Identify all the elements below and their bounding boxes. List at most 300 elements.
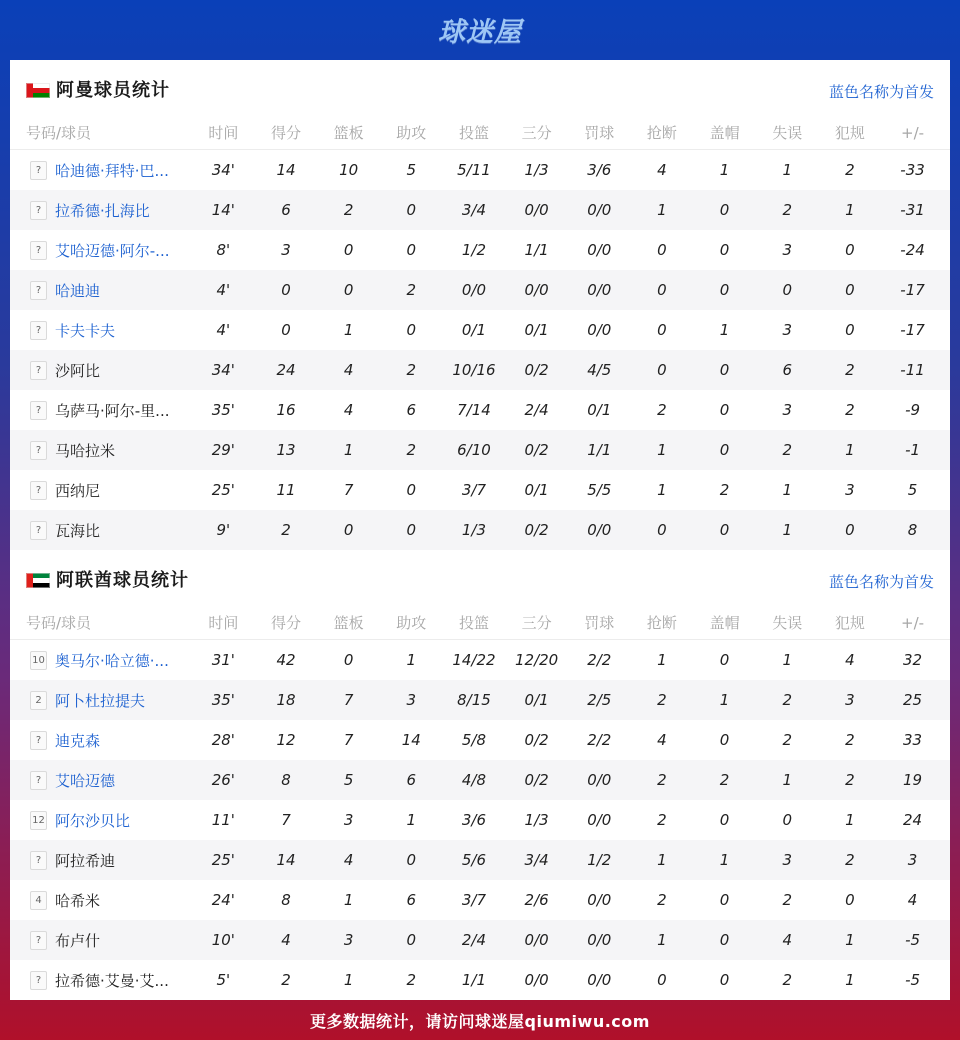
stat-cell: 0/1: [524, 481, 549, 499]
player-name[interactable]: 哈迪迪: [55, 281, 101, 300]
stat-cell: 2: [845, 851, 855, 869]
oman-flag-icon: [26, 83, 50, 98]
jersey-number-badge: ?: [30, 851, 47, 870]
player-cell: [10, 690, 192, 711]
stat-cell: 32: [903, 651, 923, 669]
stat-cell: 0/0: [587, 811, 612, 829]
player-cell: [10, 440, 192, 461]
stats-card: [10, 60, 950, 1000]
stat-cell: 1/1: [587, 441, 612, 459]
jersey-number-badge: ?: [30, 731, 47, 750]
player-name[interactable]: 奥马尔·哈立德·...: [55, 651, 169, 670]
stat-cell: 0: [406, 201, 417, 219]
jersey-number-badge: ?: [30, 401, 47, 420]
stat-cell: 3: [782, 401, 792, 419]
starter-legend-note: 蓝色名称为首发: [828, 573, 934, 591]
stat-cell: 2: [406, 971, 417, 989]
stat-cell: 3/7: [461, 481, 487, 499]
stat-cell: 0/0: [524, 201, 549, 219]
stat-cell: 10/16: [452, 361, 496, 379]
stat-cell: 16: [276, 401, 296, 419]
stat-cell: 1: [782, 481, 792, 499]
table-row: [10, 640, 950, 680]
stat-cell: 4: [657, 161, 667, 179]
column-header: 篮板: [333, 614, 364, 632]
stat-cell: 5/5: [587, 481, 612, 499]
player-cell: [10, 520, 192, 541]
stat-cell: 0/0: [587, 971, 612, 989]
stat-cell: 0: [719, 731, 730, 749]
footer-text[interactable]: 更多数据统计，请访问球迷屋qiumiwu.com: [310, 1011, 650, 1031]
stat-cell: 7: [343, 731, 354, 749]
stat-cell: 2: [657, 401, 667, 419]
stat-cell: 3: [343, 931, 354, 949]
stat-cell: 3/4: [524, 851, 549, 869]
table-row: [10, 800, 950, 840]
stat-cell: 0/1: [587, 401, 612, 419]
stat-cell: -17: [900, 321, 925, 339]
stat-cell: 24': [211, 891, 235, 909]
stat-cell: 3/4: [461, 201, 487, 219]
stat-cell: 2: [343, 201, 354, 219]
stat-cell: 0: [719, 201, 730, 219]
stat-cell: 1/2: [587, 851, 612, 869]
stat-cell: 1: [343, 321, 354, 339]
stat-cell: 14': [211, 201, 235, 219]
stat-cell: 4': [216, 321, 231, 339]
stat-cell: 1: [657, 851, 667, 869]
stat-cell: 1: [845, 441, 855, 459]
stat-cell: 4/8: [461, 771, 487, 789]
stat-cell: 0/0: [587, 771, 612, 789]
stat-cell: 0: [719, 971, 730, 989]
stat-cell: 0/2: [524, 441, 549, 459]
stat-cell: 2: [782, 201, 792, 219]
stat-cell: 11: [276, 481, 296, 499]
stat-cell: 0: [343, 281, 354, 299]
stat-cell: 1/3: [524, 811, 549, 829]
section-header: [10, 550, 950, 606]
stat-cell: 0: [845, 891, 855, 909]
stat-cell: 1: [845, 931, 855, 949]
table-row: [10, 680, 950, 720]
column-header: 时间: [208, 124, 239, 142]
table-row: [10, 840, 950, 880]
column-header: 抢断: [646, 124, 677, 142]
stat-cell: 2: [782, 971, 792, 989]
stat-cell: 1/2: [461, 241, 487, 259]
stat-cell: 0: [657, 971, 667, 989]
stat-cell: 1: [406, 811, 417, 829]
stat-cell: 1: [782, 521, 792, 539]
player-name[interactable]: 拉希德·艾曼·艾...: [55, 971, 169, 990]
stat-cell: 2: [845, 771, 855, 789]
stat-cell: -24: [900, 241, 925, 259]
jersey-number-badge: ?: [30, 361, 47, 380]
stat-cell: 0/2: [524, 521, 549, 539]
player-cell: [10, 770, 192, 791]
stat-cell: 0: [719, 361, 730, 379]
player-name[interactable]: 阿卜杜拉提夫: [55, 691, 146, 710]
stat-cell: 6: [281, 201, 291, 219]
stat-cell: 5/6: [461, 851, 487, 869]
stat-cell: 3: [782, 851, 792, 869]
stat-cell: 0/1: [461, 321, 487, 339]
stat-cell: 19: [903, 771, 923, 789]
jersey-number-badge: ?: [30, 971, 47, 990]
stat-cell: 1: [343, 441, 354, 459]
stat-cell: 3: [845, 481, 855, 499]
column-header: 三分: [521, 614, 552, 632]
player-name[interactable]: 沙阿比: [55, 361, 101, 380]
player-cell: [10, 320, 192, 341]
jersey-number-badge: ?: [30, 441, 47, 460]
table-row: [10, 350, 950, 390]
column-header: 得分: [270, 614, 301, 632]
stat-cell: 2/5: [587, 691, 612, 709]
player-name[interactable]: 阿拉希迪: [55, 851, 116, 870]
stat-cell: 8: [907, 521, 918, 539]
stat-cell: 6: [406, 771, 417, 789]
stat-cell: 2: [657, 811, 667, 829]
stat-cell: 0: [657, 241, 667, 259]
player-name[interactable]: 卡夫卡夫: [55, 321, 116, 340]
stat-cell: 0: [406, 481, 417, 499]
stat-cell: 0/0: [587, 521, 612, 539]
stat-cell: 2/4: [524, 401, 549, 419]
stat-cell: 7: [343, 481, 354, 499]
stat-cell: 10: [339, 161, 359, 179]
stat-cell: 2: [406, 361, 417, 379]
stat-cell: 8': [216, 241, 231, 259]
player-name[interactable]: 哈希米: [55, 891, 101, 910]
uae-flag-icon: [26, 573, 50, 588]
stat-cell: 7: [281, 811, 291, 829]
column-header: 犯规: [834, 124, 865, 142]
stat-cell: 0: [719, 401, 730, 419]
player-list: [10, 640, 950, 1000]
stat-cell: 0: [719, 521, 730, 539]
player-name[interactable]: 马哈拉米: [55, 441, 116, 460]
stat-cell: 4: [343, 851, 354, 869]
stat-cell: 1: [343, 891, 354, 909]
stat-cell: 0/2: [524, 731, 549, 749]
stat-cell: 0: [719, 241, 730, 259]
stat-cell: 5: [343, 771, 354, 789]
table-row: [10, 720, 950, 760]
stat-cell: 1: [782, 161, 792, 179]
stat-cell: 29': [211, 441, 235, 459]
stat-cell: 3/6: [461, 811, 487, 829]
stat-cell: 33: [903, 731, 923, 749]
stat-cell: 0: [719, 441, 730, 459]
stat-cell: 1: [657, 931, 667, 949]
stat-cell: 2: [782, 891, 792, 909]
stat-cell: 5/11: [457, 161, 491, 179]
stat-cell: 6: [406, 891, 417, 909]
jersey-number-badge: ?: [30, 771, 47, 790]
table-row: [10, 880, 950, 920]
player-name[interactable]: 乌萨马·阿尔-里...: [55, 401, 170, 420]
stat-cell: 2: [281, 971, 291, 989]
column-header: 时间: [208, 614, 239, 632]
stat-cell: 2/4: [461, 931, 487, 949]
stat-cell: 11': [211, 811, 235, 829]
stat-cell: 0: [719, 281, 730, 299]
player-cell: [10, 400, 192, 421]
stat-cell: 1: [719, 691, 730, 709]
stat-cell: 6: [782, 361, 792, 379]
stat-cell: 1/3: [461, 521, 487, 539]
column-header: 三分: [521, 124, 552, 142]
player-cell: [10, 240, 192, 261]
column-header: +/-: [901, 123, 925, 142]
stat-cell: 3: [343, 811, 354, 829]
table-row: [10, 760, 950, 800]
section-title: 阿联酋球员统计: [56, 570, 189, 591]
stat-cell: 0: [406, 321, 417, 339]
stat-cell: 2: [281, 521, 291, 539]
stat-cell: -17: [900, 281, 925, 299]
stat-cell: 4: [845, 651, 855, 669]
column-header: 投篮: [458, 124, 489, 142]
stat-cell: 4/5: [587, 361, 612, 379]
stat-cell: 10': [211, 931, 235, 949]
stat-cell: 3: [845, 691, 855, 709]
column-header: 助攻: [396, 614, 427, 632]
stat-cell: 1: [657, 201, 667, 219]
column-header: 投篮: [458, 614, 489, 632]
stat-cell: 2: [782, 691, 792, 709]
table-row: [10, 510, 950, 550]
jersey-number-badge: 10: [30, 651, 47, 670]
column-header: 号码/球员: [26, 124, 92, 142]
stat-cell: 4: [657, 731, 667, 749]
stat-cell: 3: [281, 241, 291, 259]
stat-cell: -11: [900, 361, 925, 379]
stat-cell: 6: [406, 401, 417, 419]
table-row: [10, 230, 950, 270]
player-cell: [10, 360, 192, 381]
player-cell: [10, 890, 192, 911]
stat-cell: 0/0: [587, 281, 612, 299]
stat-cell: 14: [276, 161, 296, 179]
stat-cell: 14/22: [452, 651, 496, 669]
stat-cell: 1: [406, 651, 417, 669]
player-cell: [10, 970, 192, 991]
stat-cell: 1: [845, 971, 855, 989]
stat-cell: 14: [401, 731, 421, 749]
stat-cell: 2: [657, 891, 667, 909]
stat-cell: 0: [719, 891, 730, 909]
stat-cell: 1: [657, 651, 667, 669]
stat-cell: 1: [845, 201, 855, 219]
stat-cell: 3: [907, 851, 918, 869]
starter-legend-note: 蓝色名称为首发: [828, 83, 934, 101]
stat-cell: 3: [782, 241, 792, 259]
stat-cell: 0: [406, 521, 417, 539]
stat-cell: 1/1: [461, 971, 487, 989]
stat-cell: 2: [657, 691, 667, 709]
stat-cell: 2/2: [587, 731, 612, 749]
stat-cell: 4': [216, 281, 231, 299]
stat-cell: 1: [719, 321, 730, 339]
stat-cell: 1: [719, 161, 730, 179]
stat-cell: 1: [845, 811, 855, 829]
table-row: [10, 190, 950, 230]
stat-cell: 18: [276, 691, 296, 709]
stat-cell: 5/8: [461, 731, 487, 749]
table-row: [10, 390, 950, 430]
column-header: +/-: [901, 613, 925, 632]
stat-cell: 0: [719, 651, 730, 669]
stat-cell: 25': [211, 851, 235, 869]
stat-cell: 0/0: [587, 321, 612, 339]
player-cell: [10, 730, 192, 751]
column-header: 犯规: [834, 614, 865, 632]
jersey-number-badge: ?: [30, 321, 47, 340]
stat-cell: 2: [406, 281, 417, 299]
stat-cell: 4: [782, 931, 792, 949]
stat-cell: 0: [845, 321, 855, 339]
stat-cell: 3: [406, 691, 417, 709]
stat-cell: 1/3: [524, 161, 549, 179]
player-name[interactable]: 拉希德·扎海比: [55, 201, 150, 220]
player-cell: [10, 930, 192, 951]
jersey-number-badge: ?: [30, 241, 47, 260]
stat-cell: 1: [657, 481, 667, 499]
stat-cell: 1: [343, 971, 354, 989]
table-row: [10, 310, 950, 350]
stat-cell: 9': [216, 521, 231, 539]
stat-cell: 0/0: [524, 971, 549, 989]
table-row: [10, 960, 950, 1000]
stat-cell: 2: [719, 481, 730, 499]
column-header: 号码/球员: [26, 614, 92, 632]
stat-cell: 0/2: [524, 361, 549, 379]
stat-cell: 0: [406, 931, 417, 949]
stat-cell: 2: [719, 771, 730, 789]
stat-cell: 42: [276, 651, 296, 669]
stat-cell: 0: [281, 321, 291, 339]
stat-cell: 2: [657, 771, 667, 789]
player-cell: [10, 280, 192, 301]
stat-cell: 0: [343, 241, 354, 259]
jersey-number-badge: ?: [30, 481, 47, 500]
stat-cell: 0/0: [461, 281, 487, 299]
jersey-number-badge: 2: [30, 691, 47, 710]
section-header: [10, 60, 950, 116]
stat-cell: 35': [211, 691, 235, 709]
stat-cell: 25: [903, 691, 923, 709]
jersey-number-badge: ?: [30, 931, 47, 950]
player-name[interactable]: 布卢什: [55, 931, 101, 950]
stat-cell: -1: [905, 441, 921, 459]
stat-cell: 2: [845, 731, 855, 749]
brand-logo: [0, 0, 960, 58]
column-header: 盖帽: [709, 614, 740, 632]
player-name[interactable]: 迪克森: [55, 731, 101, 750]
stat-cell: 4: [343, 361, 354, 379]
stat-cell: -5: [905, 931, 921, 949]
stat-cell: 0/0: [587, 201, 612, 219]
player-cell: [10, 480, 192, 501]
stat-cell: 5: [406, 161, 417, 179]
player-cell: [10, 160, 192, 181]
table-row: [10, 150, 950, 190]
stat-cell: 35': [211, 401, 235, 419]
player-name[interactable]: 哈迪德·拜特·巴...: [55, 161, 169, 180]
stat-cell: 34': [211, 161, 235, 179]
stat-cell: 14: [276, 851, 296, 869]
column-header: 罚球: [584, 124, 615, 142]
stat-cell: 28': [211, 731, 235, 749]
player-cell: [10, 200, 192, 221]
stat-cell: 0: [719, 931, 730, 949]
stat-cell: 24: [276, 361, 296, 379]
stat-cell: 0: [782, 281, 792, 299]
stat-cell: 2: [782, 731, 792, 749]
player-name[interactable]: 西纳尼: [55, 481, 101, 500]
player-name[interactable]: 艾哈迈德·阿尔-...: [55, 241, 170, 260]
column-header: 盖帽: [709, 124, 740, 142]
stat-cell: 1: [657, 441, 667, 459]
jersey-number-badge: ?: [30, 281, 47, 300]
table-row: [10, 270, 950, 310]
stat-cell: 12/20: [514, 651, 559, 669]
stat-cell: 0: [845, 241, 855, 259]
team-section-uae: [10, 550, 950, 1000]
stat-cell: 3: [782, 321, 792, 339]
stat-cell: 0: [657, 321, 667, 339]
stat-cell: 0: [281, 281, 291, 299]
player-cell: [10, 650, 192, 671]
column-header: 得分: [270, 124, 301, 142]
stat-cell: -31: [900, 201, 925, 219]
stat-cell: 25': [211, 481, 235, 499]
stat-cell: 0: [343, 651, 354, 669]
stat-cell: 4: [907, 891, 918, 909]
stat-cell: 3/6: [587, 161, 612, 179]
column-header: 助攻: [396, 124, 427, 142]
stat-cell: 0/0: [587, 891, 612, 909]
stat-cell: 0: [406, 851, 417, 869]
stat-cell: 0: [719, 811, 730, 829]
stat-cell: 7/14: [457, 401, 491, 419]
stat-cell: 8: [281, 771, 291, 789]
stat-cell: 2: [782, 441, 792, 459]
stat-cell: 0: [845, 521, 855, 539]
stat-cell: 6/10: [457, 441, 491, 459]
player-name[interactable]: 艾哈迈德: [55, 771, 116, 790]
stat-cell: 26': [211, 771, 235, 789]
footer-banner[interactable]: [0, 1000, 960, 1040]
column-header: 失误: [772, 124, 803, 142]
column-header: 失误: [772, 614, 803, 632]
brand-text: 球迷屋: [438, 16, 522, 48]
stat-cell: 2/6: [524, 891, 549, 909]
player-name[interactable]: 阿尔沙贝比: [55, 811, 131, 830]
table-row: [10, 430, 950, 470]
stat-cell: 5': [216, 971, 231, 989]
stat-cell: 0: [657, 361, 667, 379]
stat-cell: 34': [211, 361, 235, 379]
table-row: [10, 920, 950, 960]
stat-cell: 2: [845, 401, 855, 419]
player-name[interactable]: 瓦海比: [55, 521, 101, 540]
column-header-row: [10, 606, 950, 640]
stat-cell: 4: [281, 931, 291, 949]
